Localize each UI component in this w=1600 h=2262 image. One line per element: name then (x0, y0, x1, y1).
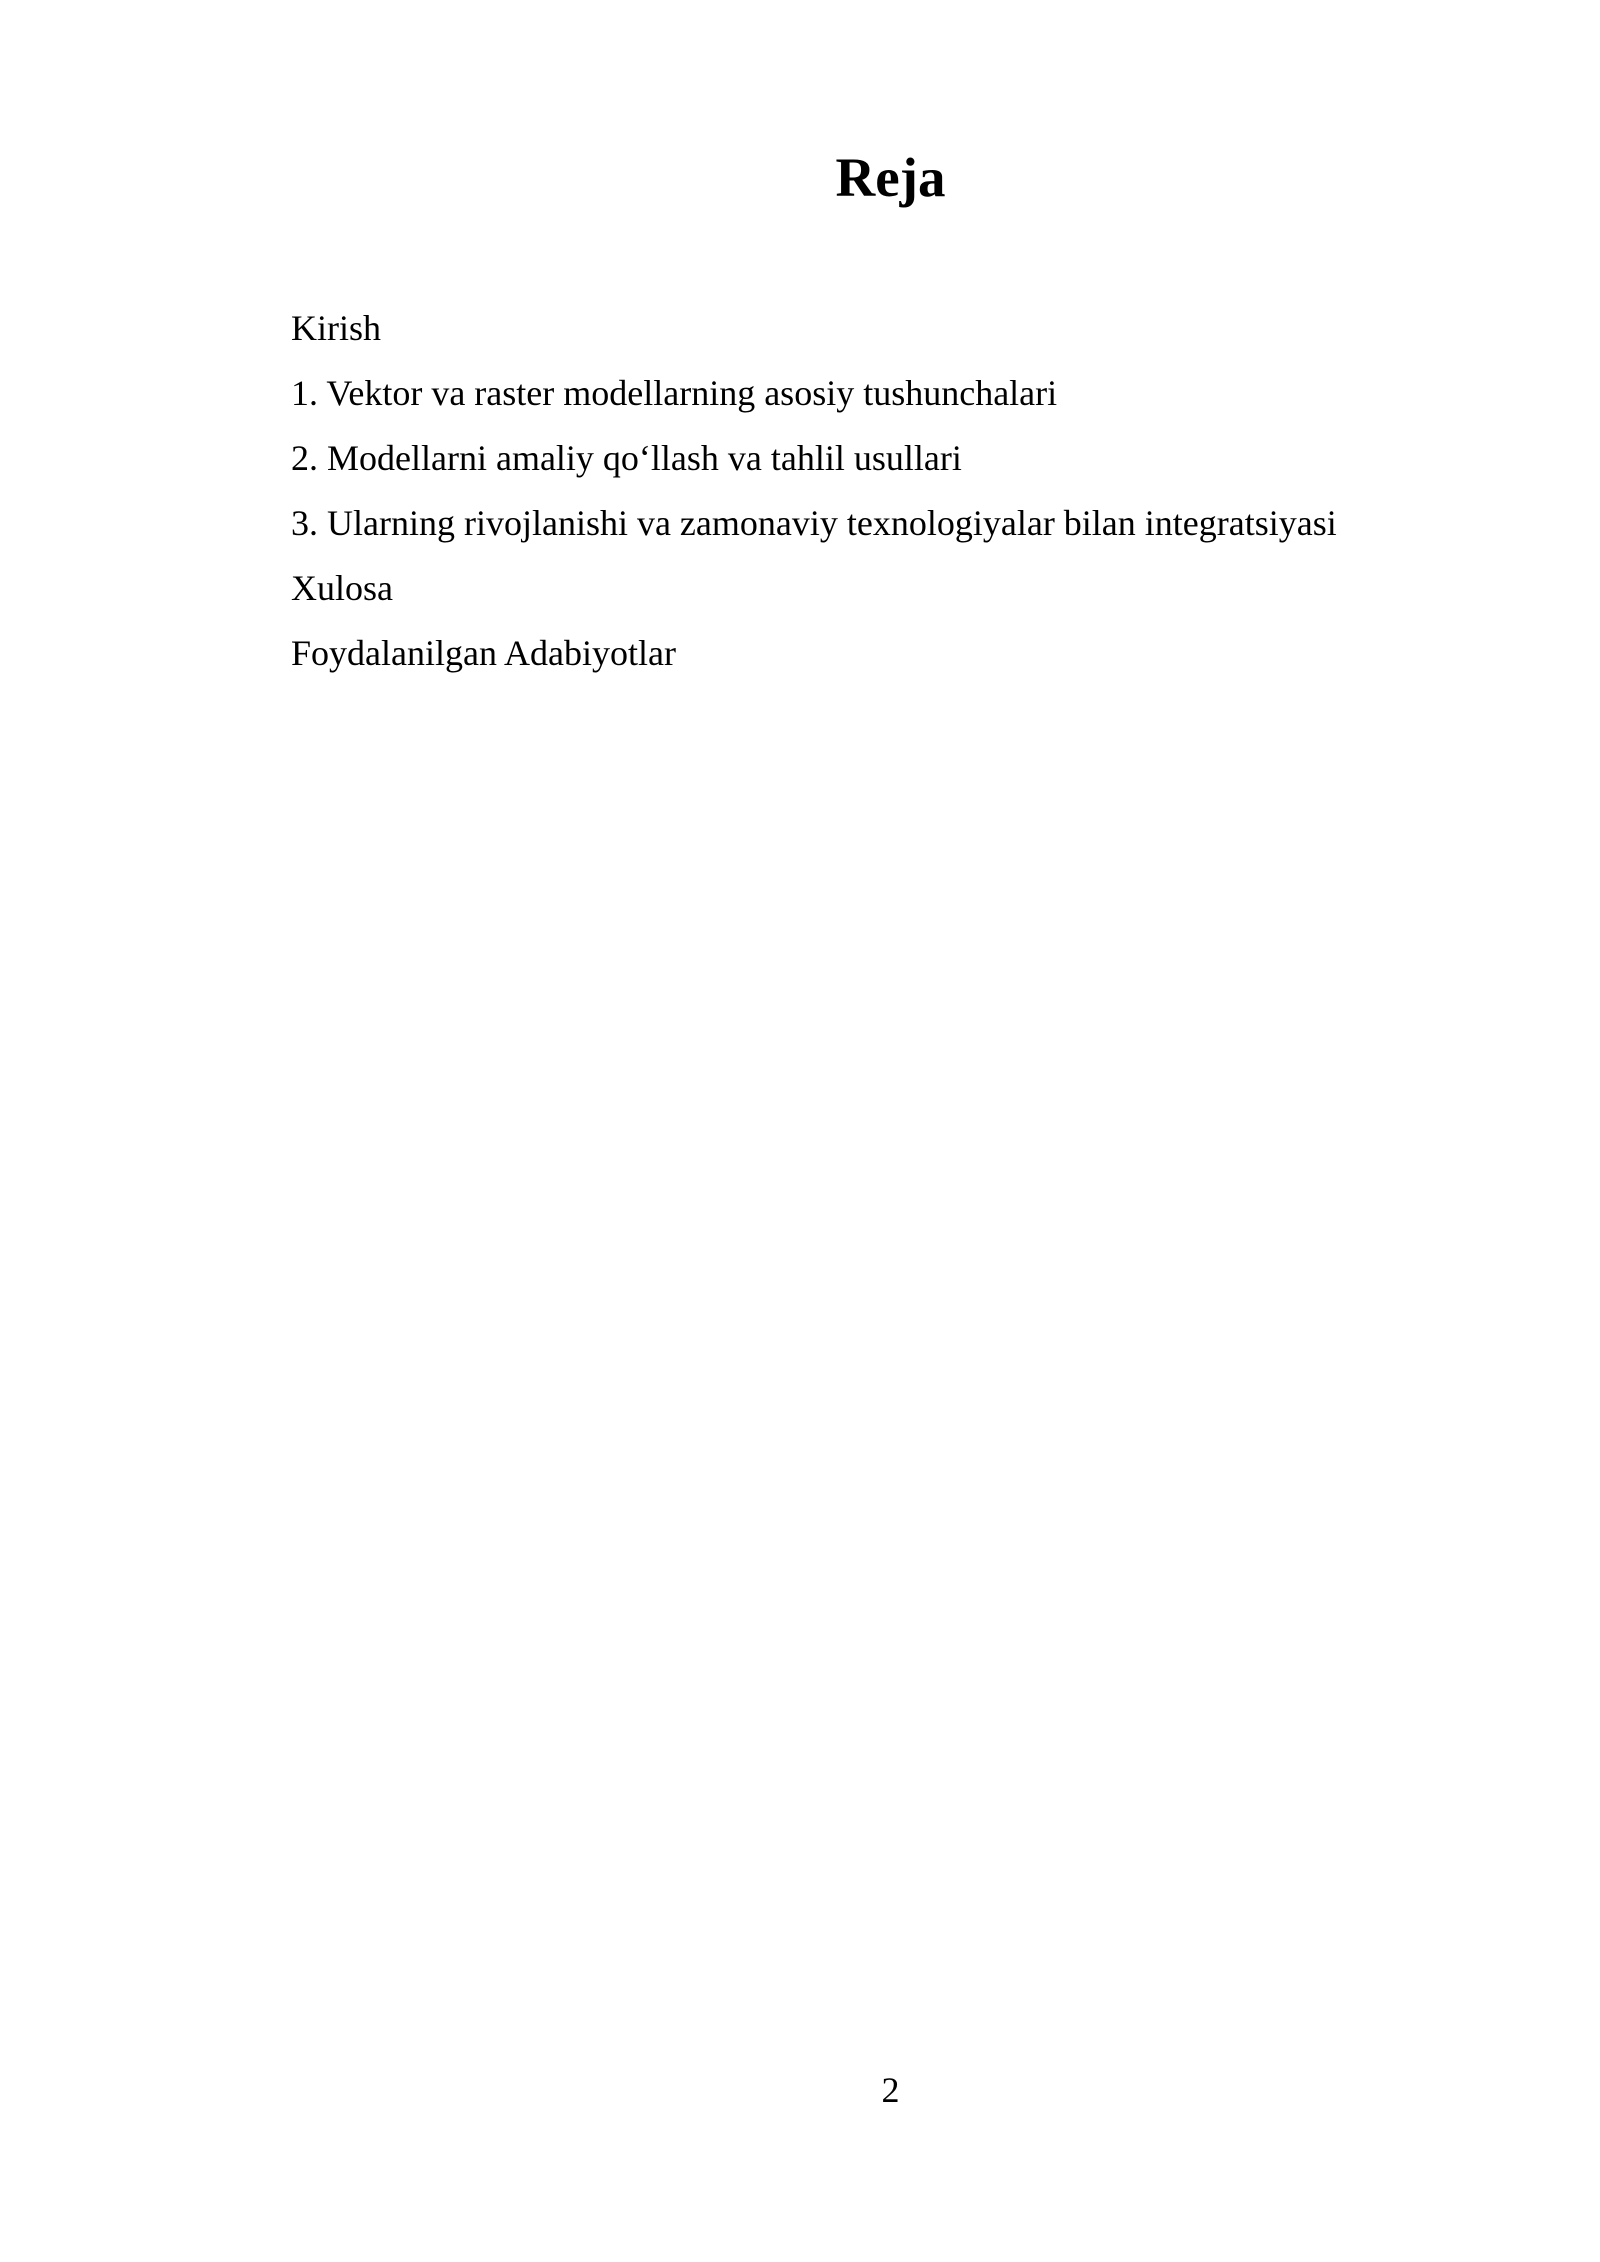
page-title: Reja (835, 147, 946, 208)
toc-item-introduction: Kirish (291, 308, 381, 348)
toc-item-chapter-1: 1. Vektor va raster modellarning asosiy tushunchalari (291, 373, 1058, 413)
table-of-contents (291, 296, 1491, 686)
toc-item-references: Foydalanilgan Adabiyotlar (291, 633, 676, 673)
page-number: 2 (881, 2070, 900, 2110)
toc-item-conclusion: Xulosa (291, 568, 393, 608)
toc-item-chapter-2: 2. Modellarni amaliy qo‘llash va tahlil usullari (291, 438, 962, 478)
toc-item-chapter-3: 3. Ularning rivojlanishi va zamonaviy texnologiyalar bilan integratsiyasi (291, 503, 1337, 543)
